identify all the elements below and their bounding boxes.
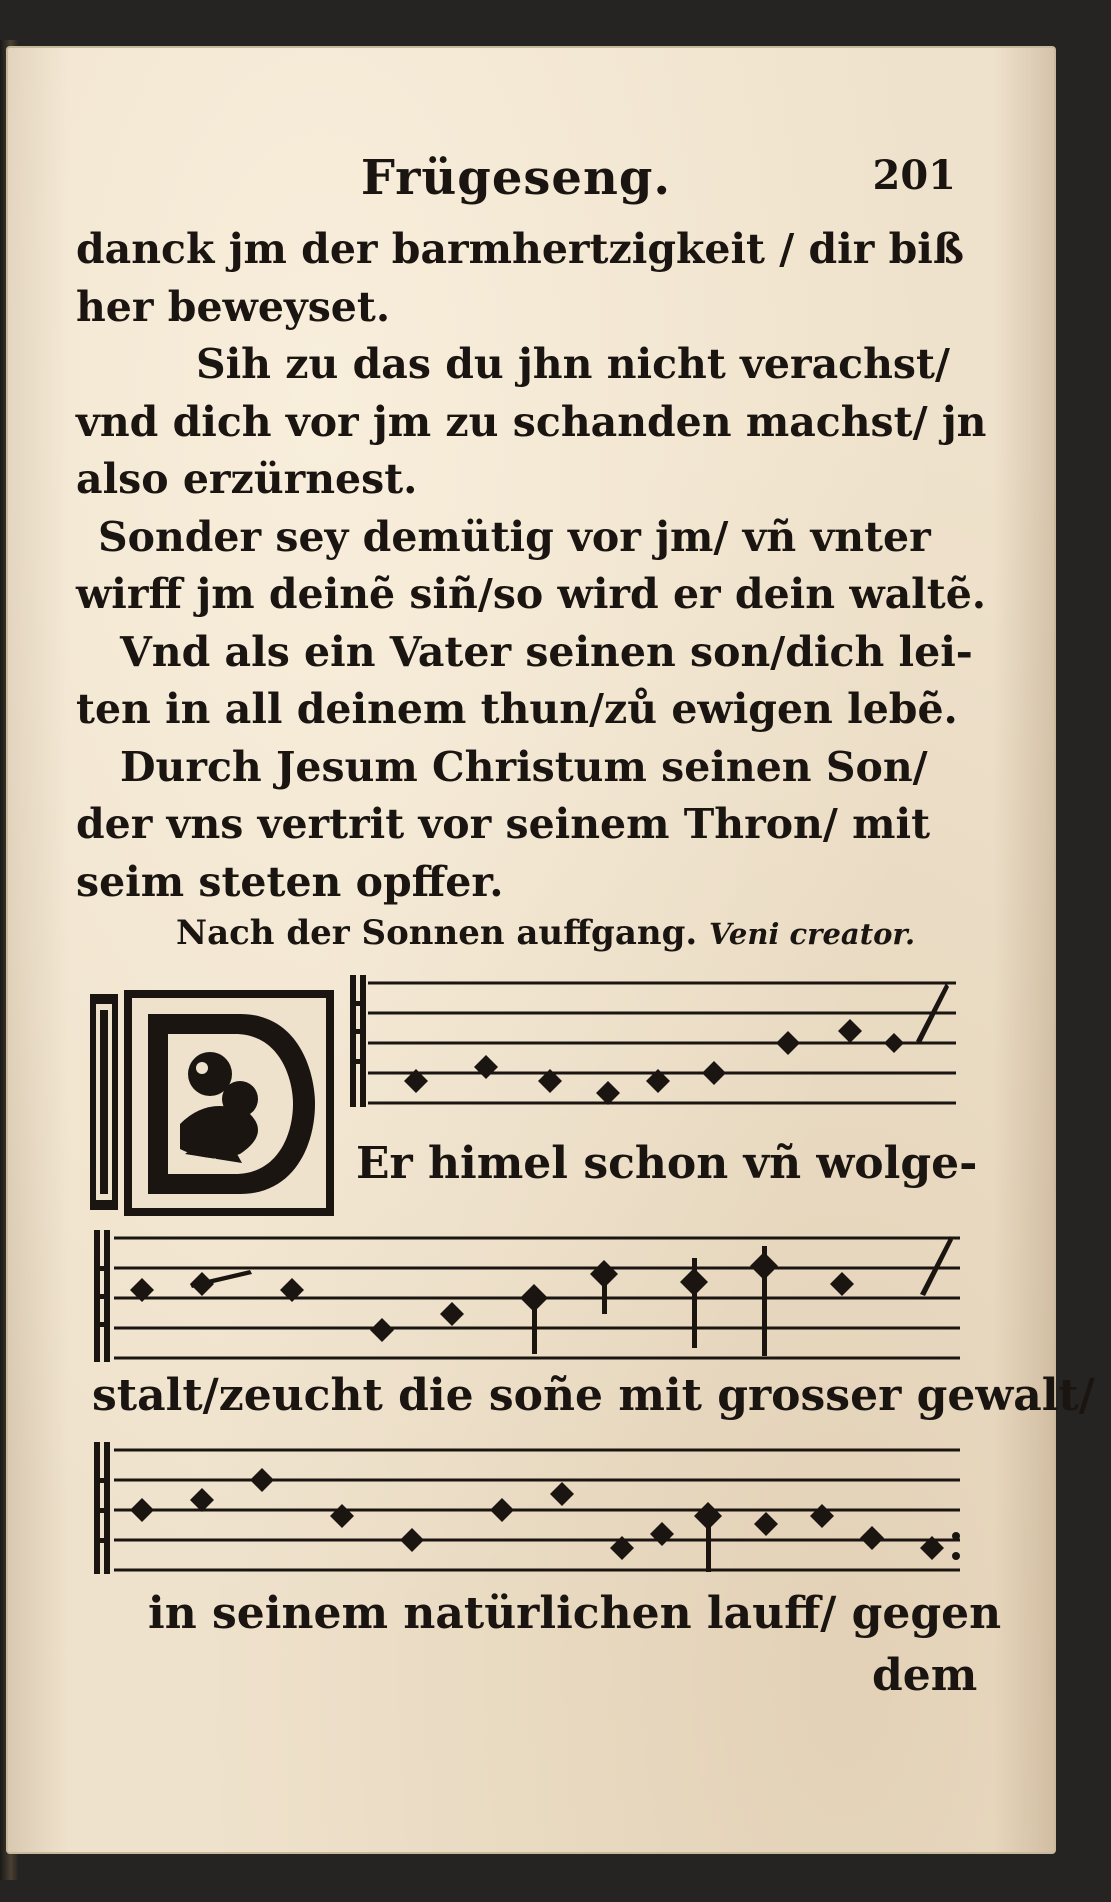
- catchword: dem: [872, 1650, 978, 1701]
- body-line: wirff jm deinẽ siñ/so wird er dein waltẽ.: [76, 570, 987, 618]
- body-line: Sonder sey demütig vor jm/ vñ vnter: [98, 512, 931, 561]
- body-line: her beweyset.: [76, 282, 391, 331]
- page-number: 201: [872, 152, 956, 199]
- running-head: Frügeseng.: [360, 150, 672, 206]
- lyric-line-1: Er himel schon vñ wolge-: [356, 1138, 978, 1189]
- music-staff-2: [90, 1226, 970, 1366]
- body-line: danck jm der barmhertzigkeit / dir biß: [76, 225, 965, 273]
- book-page: [6, 46, 1095, 1854]
- lyric-line-2: stalt/zeucht die soñe mit grosser gewalt/: [92, 1370, 1095, 1421]
- hymn-caption: [176, 908, 936, 958]
- lyric-line-3: in seinem natürlichen lauff/ gegen: [148, 1588, 1002, 1639]
- body-line: Sih zu das du jhn nicht verachst/: [196, 340, 950, 388]
- music-staff-1: [346, 971, 966, 1111]
- body-line: also erzürnest.: [76, 455, 418, 503]
- hymn-caption-german: Nach der Sonnen auffgang.: [176, 913, 698, 953]
- body-line: ten in all deinem thun/zů ewigen lebẽ.: [76, 685, 958, 733]
- hymn-caption-latin: Veni creator.: [709, 917, 916, 951]
- body-line: vnd dich vor jm zu schanden machst/ jn: [76, 397, 987, 446]
- body-text: [76, 221, 987, 911]
- body-line: seim steten opffer.: [76, 857, 504, 906]
- body-line: Durch Jesum Christum seinen Son/: [120, 742, 928, 791]
- body-line: Vnd als ein Vater seinen son/dich lei-: [120, 627, 973, 676]
- decorated-initial-d: [90, 984, 338, 1220]
- body-line: der vns vertrit vor seinem Thron/ mit: [76, 800, 931, 848]
- music-staff-3: [90, 1438, 970, 1578]
